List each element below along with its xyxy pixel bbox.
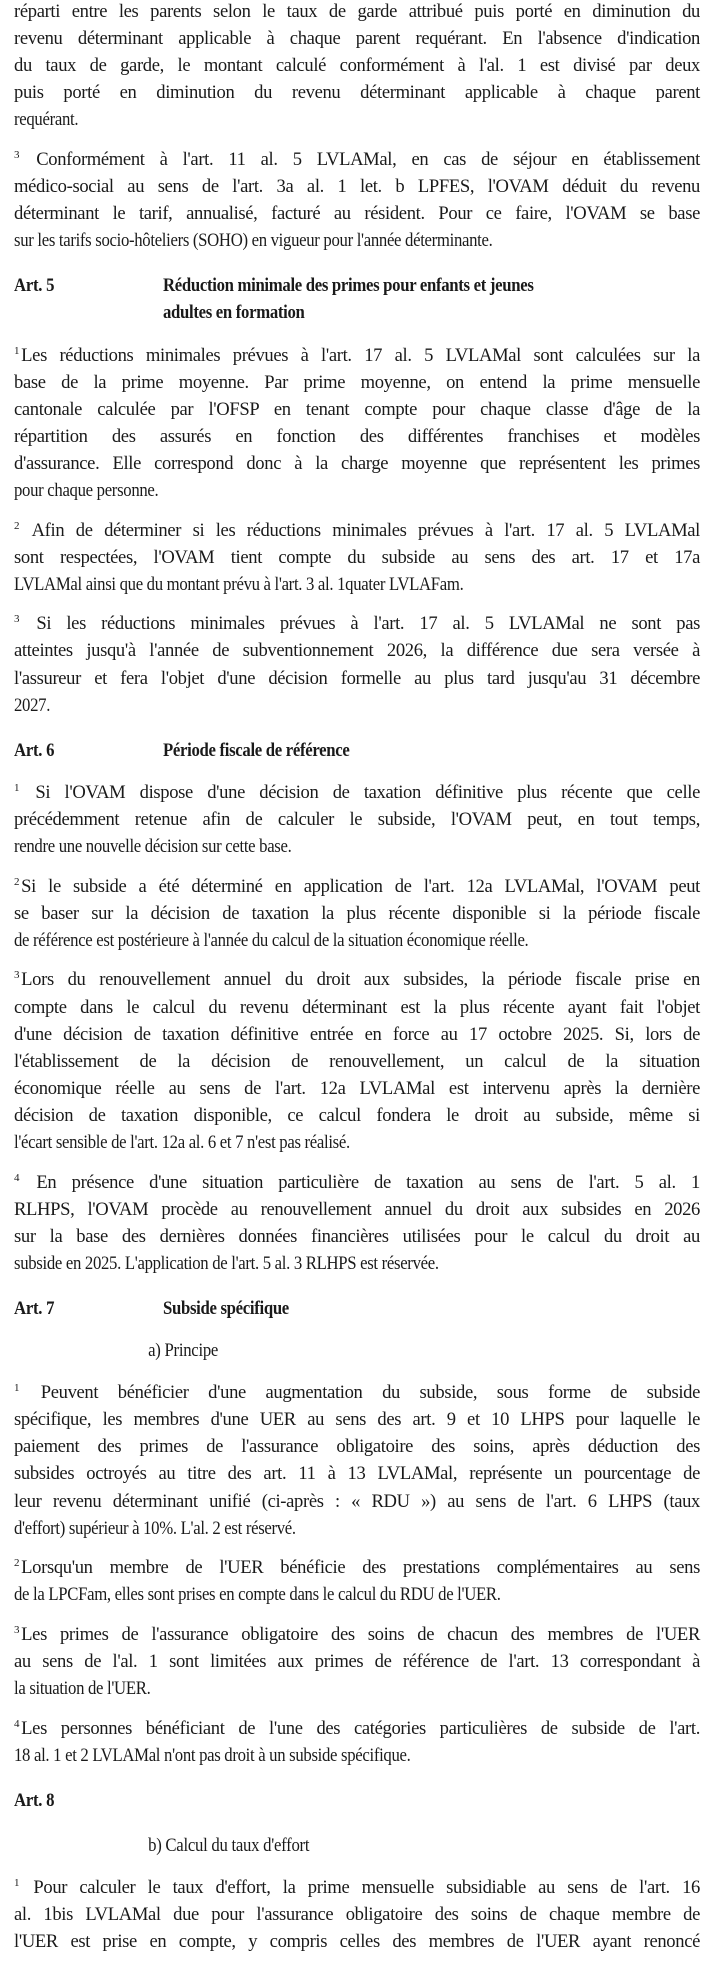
line-text: al. 1bis LVLAMal due pour l'assurance obligatoire des soins de chaque membre de: [14, 1904, 700, 1926]
paragraph-number: 2: [14, 519, 20, 532]
text-line: [14, 1874, 700, 1901]
paragraph-number: 1: [14, 344, 20, 357]
line-text: médico-social au sens de l'art. 3a al. 1 let. b LPFES, l'OVAM déduit du revenu: [14, 176, 700, 198]
paragraph: [14, 779, 700, 860]
line-text: Les réductions minimales prévues à l'art. 17 al. 5 LVLAMal sont calculées sur la: [21, 344, 700, 366]
text-line: [14, 665, 700, 692]
text-line: [14, 544, 700, 571]
line-text: du taux de garde, le montant calculé conformément à l'al. 1 est divisé par deux: [14, 55, 700, 77]
line-text: revenu déterminant applicable à chaque parent requérant. En l'absence d'indication: [14, 28, 700, 50]
text-line: [14, 966, 700, 993]
line-text: En présence d'une situation particulière de taxation au sens de l'art. 5 al. 1: [21, 1171, 700, 1193]
article-number: Art. 5: [14, 275, 55, 297]
line-text: sont respectées, l'OVAM tient compte du subside au sens des art. 17 et 17a: [14, 546, 700, 568]
text-line: [14, 1742, 631, 1769]
article-number: Art. 6: [14, 739, 55, 761]
line-text: de référence est postérieure à l'année du calcul de la situation économique réelle.: [14, 929, 529, 951]
text-line: [14, 477, 631, 504]
line-text: la situation de l'UER.: [14, 1678, 151, 1700]
line-text: spécifique, les membres d'une UER au sens des art. 9 et 10 LHPS pour laquelle le: [14, 1409, 700, 1431]
text-line: [14, 1648, 700, 1675]
article-subheading: b) Calcul du taux d'effort: [148, 1834, 310, 1856]
text-line: [14, 1928, 700, 1955]
text-line: [14, 1223, 700, 1250]
line-text: base de la prime moyenne. Par prime moyenne, on entend la prime mensuelle: [14, 371, 700, 393]
article-heading: [14, 737, 700, 764]
text-line: [14, 994, 700, 1021]
paragraph-number: 1: [14, 1382, 20, 1395]
text-line: [14, 1406, 700, 1433]
line-text: Si les réductions minimales prévues à l'art. 17 al. 5 LVLAMal ne sont pas: [21, 613, 700, 635]
paragraph-number: 3: [14, 1623, 20, 1636]
text-line: [14, 637, 700, 664]
text-line: [14, 1901, 700, 1928]
line-text: se baser sur la décision de taxation la plus récente disponible si la période fiscale: [14, 902, 700, 924]
text-line: [14, 610, 700, 637]
line-text: Les primes de l'assurance obligatoire des soins de chacun des membres de l'UER: [21, 1623, 700, 1645]
paragraph: [14, 342, 700, 505]
text-line: [14, 873, 700, 900]
article-number: Art. 7: [14, 1297, 55, 1319]
text-line: [14, 25, 700, 52]
text-line: [14, 1675, 631, 1702]
text-line: [14, 1488, 700, 1515]
line-text: Peuvent bénéficier d'une augmentation du subside, sous forme de subside: [21, 1382, 700, 1404]
article-title: [163, 272, 700, 326]
line-text: l'établissement de la décision de renouvellement, un calcul de la situation: [14, 1050, 700, 1072]
line-text: LVLAMal ainsi que du montant prévu à l'art. 3 al. 1quater LVLAFam.: [14, 573, 464, 595]
line-text: déterminant le tarif, annualisé, facturé au résident. Pour ce faire, l'OVAM se base: [14, 203, 700, 225]
text-line: [14, 1554, 700, 1581]
text-line: [14, 200, 700, 227]
text-line: [14, 1196, 700, 1223]
paragraph-number: 3: [14, 613, 20, 626]
line-text: au sens de l'al. 1 sont limitées aux primes de référence de l'art. 13 correspondant à: [14, 1650, 700, 1672]
line-text: sur les tarifs socio-hôteliers (SOHO) en vigueur pour l'année déterminante.: [14, 230, 493, 252]
line-text: Si le subside a été déterminé en application de l'art. 12a LVLAMal, l'OVAM peut: [21, 875, 700, 897]
line-text: Si l'OVAM dispose d'une décision de taxation définitive plus récente que celle: [21, 781, 700, 803]
text-line: [14, 779, 700, 806]
paragraph: [14, 517, 700, 598]
line-text: répartition des assurés en fonction des différentes franchises et modèles: [14, 425, 700, 447]
line-text: Lorsqu'un membre de l'UER bénéficie des prestations complémentaires au sens: [21, 1557, 700, 1579]
line-text: 18 al. 1 et 2 LVLAMal n'ont pas droit à un subside spécifique.: [14, 1744, 411, 1766]
text-line: [14, 1075, 700, 1102]
text-line: [14, 342, 700, 369]
text-line: [14, 369, 700, 396]
text-line: [14, 396, 700, 423]
text-line: [14, 79, 700, 106]
line-text: subside en 2025. L'application de l'art. 5 al. 3 RLHPS est réservée.: [14, 1252, 439, 1274]
text-line: [14, 1515, 631, 1542]
line-text: sur la base des dernières données financières utilisées pour le calcul du droit au: [14, 1225, 700, 1247]
paragraph-number: 4: [14, 1171, 20, 1184]
paragraph-number: 1: [14, 1877, 20, 1890]
line-text: précédemment retenue afin de calculer le subside, l'OVAM peut, en tout temps,: [14, 808, 700, 830]
text-line: [14, 1169, 700, 1196]
paragraph: [14, 1169, 700, 1277]
article-number: Art. 8: [14, 1789, 55, 1811]
article-title: [163, 1787, 700, 1814]
text-line: [14, 1715, 700, 1742]
title-line: Subside spécifique: [163, 1297, 289, 1319]
line-text: atteintes jusqu'à l'année de subventionnement 2026, la différence due sera versée à: [14, 640, 700, 662]
line-text: subsides octroyés au titre des art. 11 à 13 LVLAMal, représente un pourcentage de: [14, 1463, 700, 1485]
line-text: requérant.: [14, 109, 79, 131]
article-heading: [14, 1787, 700, 1814]
line-text: l'assureur et fera l'objet d'une décision formelle au plus tard jusqu'au 31 décembre: [14, 667, 700, 689]
line-text: réparti entre les parents selon le taux de garde attribué puis porté en diminution du: [14, 1, 700, 22]
line-text: RLHPS, l'OVAM procède au renouvellement annuel du droit aux subsides en 2026: [14, 1198, 700, 1220]
paragraph: [14, 873, 700, 954]
title-line: adultes en formation: [163, 302, 305, 324]
title-line: Réduction minimale des primes pour enfants et jeunes: [163, 275, 534, 297]
paragraph-number: 2: [14, 875, 20, 888]
line-text: de la LPCFam, elles sont prises en compte dans le calcul du RDU de l'UER.: [14, 1584, 501, 1606]
paragraph: [14, 1715, 700, 1769]
paragraph: [14, 1379, 700, 1542]
line-text: économique réelle au sens de l'art. 12a LVLAMal est intervenu après la dernière: [14, 1077, 700, 1099]
line-text: Conformément à l'art. 11 al. 5 LVLAMal, en cas de séjour en établissement: [21, 148, 700, 170]
article-heading: [14, 272, 700, 326]
text-line: [14, 692, 631, 719]
text-line: [14, 1433, 700, 1460]
text-line: [14, 1621, 700, 1648]
paragraph: [14, 146, 700, 254]
title-line: Période fiscale de référence: [163, 739, 350, 761]
line-text: d'effort) supérieur à 10%. L'al. 2 est réservé.: [14, 1517, 296, 1539]
paragraph: [14, 1621, 700, 1702]
line-text: d'une décision de taxation définitive entrée en force au 17 octobre 2025. Si, lors de: [14, 1023, 700, 1045]
text-line: [14, 227, 631, 254]
line-text: cantonale calculée par l'OFSP en tenant compte pour chaque classe d'âge de la: [14, 398, 700, 420]
line-text: décision de taxation disponible, ce calcul fondera le droit au subside, même si: [14, 1104, 700, 1126]
line-text: l'écart sensible de l'art. 12a al. 6 et 7 n'est pas réalisé.: [14, 1131, 350, 1153]
paragraph: [14, 0, 700, 133]
text-line: [14, 1250, 631, 1277]
text-line: [14, 52, 700, 79]
paragraph-number: 4: [14, 1717, 20, 1730]
line-text: rendre une nouvelle décision sur cette base.: [14, 836, 292, 858]
line-text: puis porté en diminution du revenu déterminant applicable à chaque parent: [14, 82, 700, 104]
document-page: [14, 0, 700, 1968]
text-line: [14, 423, 700, 450]
paragraph: [14, 966, 700, 1156]
paragraph: [14, 1554, 700, 1608]
text-line: [14, 927, 631, 954]
text-line: [14, 1102, 700, 1129]
article-subheading: a) Principe: [148, 1340, 219, 1362]
text-line: [14, 571, 631, 598]
article-heading: [14, 1295, 700, 1322]
title-line: [163, 1787, 646, 1814]
paragraph: [14, 1874, 700, 1955]
text-line: [14, 1581, 631, 1608]
line-text: Pour calculer le taux d'effort, la prime mensuelle subsidiable au sens de l'art. 16: [21, 1877, 700, 1899]
line-text: Lors du renouvellement annuel du droit aux subsides, la période fiscale prise en: [21, 969, 700, 991]
text-line: [14, 833, 631, 860]
text-line: [14, 900, 700, 927]
article-title: [163, 737, 700, 764]
text-line: [14, 1379, 700, 1406]
paragraph-number: 3: [14, 148, 20, 161]
text-line: [14, 173, 700, 200]
text-line: [14, 450, 700, 477]
line-text: paiement des primes de l'assurance obligatoire des soins, après déduction des: [14, 1436, 700, 1458]
text-line: [14, 1129, 631, 1156]
line-text: pour chaque personne.: [14, 480, 159, 501]
paragraph-number: 1: [14, 781, 20, 794]
line-text: leur revenu déterminant unifié (ci-après : « RDU ») au sens de l'art. 6 LHPS (taux: [14, 1490, 700, 1512]
text-line: [14, 146, 700, 173]
text-line: [14, 806, 700, 833]
article-title: [163, 1295, 700, 1322]
paragraph: [14, 610, 700, 718]
line-text: Afin de déterminer si les réductions minimales prévues à l'art. 17 al. 5 LVLAMal: [21, 519, 700, 541]
text-line: [14, 106, 631, 133]
line-text: d'assurance. Elle correspond donc à la charge moyenne que représentent les primes: [14, 452, 700, 474]
text-line: [14, 0, 700, 25]
line-text: compte dans le calcul du revenu déterminant est la plus récente ayant fait l'objet: [14, 996, 700, 1018]
line-text: Les personnes bénéficiant de l'une des catégories particulières de subside de l'art.: [21, 1717, 700, 1739]
text-line: [14, 517, 700, 544]
paragraph-number: 2: [14, 1557, 20, 1570]
line-text: l'UER est prise en compte, y compris celles des membres de l'UER ayant renoncé: [14, 1931, 700, 1953]
text-line: [14, 1021, 700, 1048]
paragraph-number: 3: [14, 969, 20, 982]
text-line: [14, 1048, 700, 1075]
text-line: [14, 1460, 700, 1487]
line-text: 2027.: [14, 694, 51, 716]
